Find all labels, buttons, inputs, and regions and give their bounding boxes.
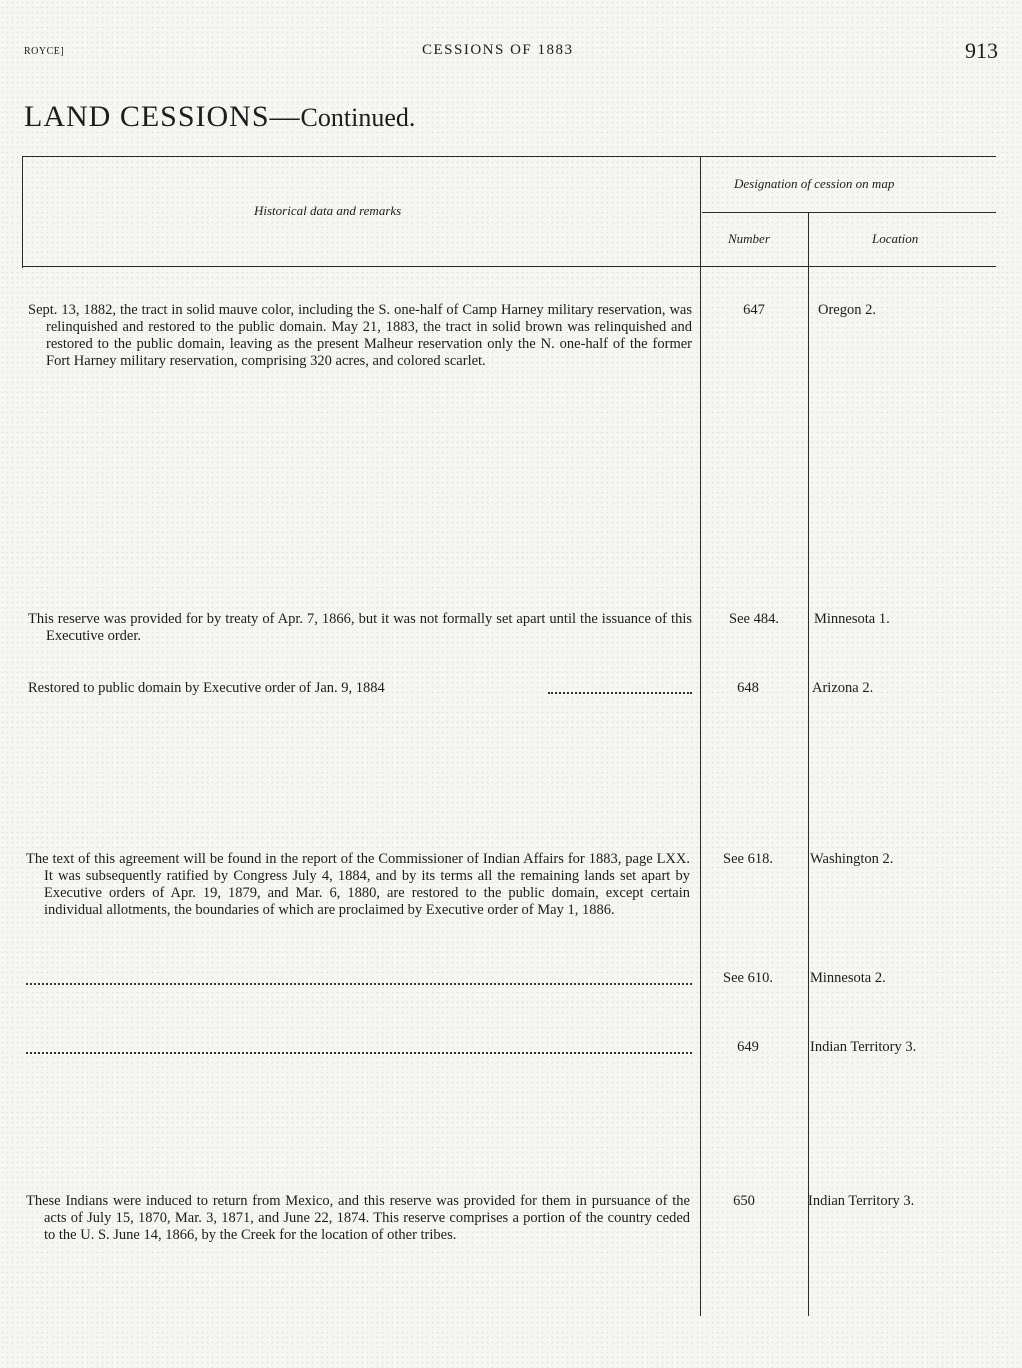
number-column-rule <box>808 212 809 1316</box>
designation-group-rule <box>702 212 996 213</box>
table-row-remarks: This reserve was provided for by treaty of Apr. 7, 1866, but it was not formally set apart until the issuance of this Executive order. <box>28 611 692 644</box>
page-title-dash: — <box>269 100 301 133</box>
page-title-main: LAND CESSIONS <box>24 100 270 133</box>
table-row-number: 647 <box>743 302 765 318</box>
table-row-number: 648 <box>737 680 759 696</box>
header-location: Location <box>872 231 919 246</box>
table-row-location: Washington 2. <box>810 851 894 867</box>
table-row-remarks: Sept. 13, 1882, the tract in solid mauve color, including the S. one-half of Camp Harney military reservation, was relinquished and restored to the public domain. May 21, 1883, the tract in solid brown was relinquished and restored to the public domain, leaving as the present Malheur reservation only the N. one-half of the former Fort Harney military reservation, comprising 320 acres, and colored scarlet. <box>28 302 692 369</box>
table-row-location: Indian Territory 3. <box>810 1039 917 1055</box>
table-row-remarks: These Indians were induced to return from Mexico, and this reserve was provided for them in pursuance of the acts of July 15, 1870, Mar. 3, 1871, and June 22, 1874. This reserve comprises a portion of the country ceded to the U. S. June 14, 1866, by the Creek for the location of other tribes. <box>26 1193 690 1243</box>
table-row-location: Arizona 2. <box>812 680 874 696</box>
running-head-author: ROYCE] <box>24 46 65 57</box>
table-row-number: See 618. <box>723 851 773 867</box>
table-row-number: 649 <box>737 1039 759 1055</box>
table-row-location: Oregon 2. <box>818 302 876 318</box>
running-head-title: CESSIONS OF 1883 <box>422 42 574 58</box>
header-designation: Designation of cession on map <box>734 176 895 191</box>
table-row-remarks: The text of this agreement will be found in the report of the Commissioner of Indian Affairs for 1883, page LXX. It was subsequently ratified by Congress July 4, 1884, and by its terms all the remaining lands set apart by Executive orders of Apr. 19, 1879, and Mar. 6, 1880, are restored to the public domain, except certain individual allotments, the boundaries of which are proclaimed by Executive order of May 1, 1886. <box>26 851 690 918</box>
header-bottom-rule <box>22 266 996 267</box>
header-number: Number <box>728 231 770 246</box>
table-row-remarks <box>28 680 385 697</box>
table-row-remarks-text: Restored to public domain by Executive order of Jan. 9, 1884 <box>28 680 385 696</box>
leader-dots <box>548 692 692 694</box>
page-title-continued: Continued. <box>300 103 416 132</box>
table-row-number: See 484. <box>729 611 779 627</box>
table-left-rule <box>22 156 23 268</box>
remarks-column-rule <box>700 156 701 1316</box>
header-remarks: Historical data and remarks <box>254 203 402 218</box>
leader-dots <box>26 1052 692 1054</box>
table-row-number: 650 <box>733 1193 755 1209</box>
table-row-location: Minnesota 1. <box>814 611 890 627</box>
table-row-location: Minnesota 2. <box>810 970 886 986</box>
page-number: 913 <box>965 38 998 63</box>
table-top-rule <box>22 156 996 157</box>
page-title <box>24 100 415 134</box>
table-row-location: Indian Territory 3. <box>808 1193 915 1209</box>
leader-dots <box>26 983 692 985</box>
table-row-number: See 610. <box>723 970 773 986</box>
